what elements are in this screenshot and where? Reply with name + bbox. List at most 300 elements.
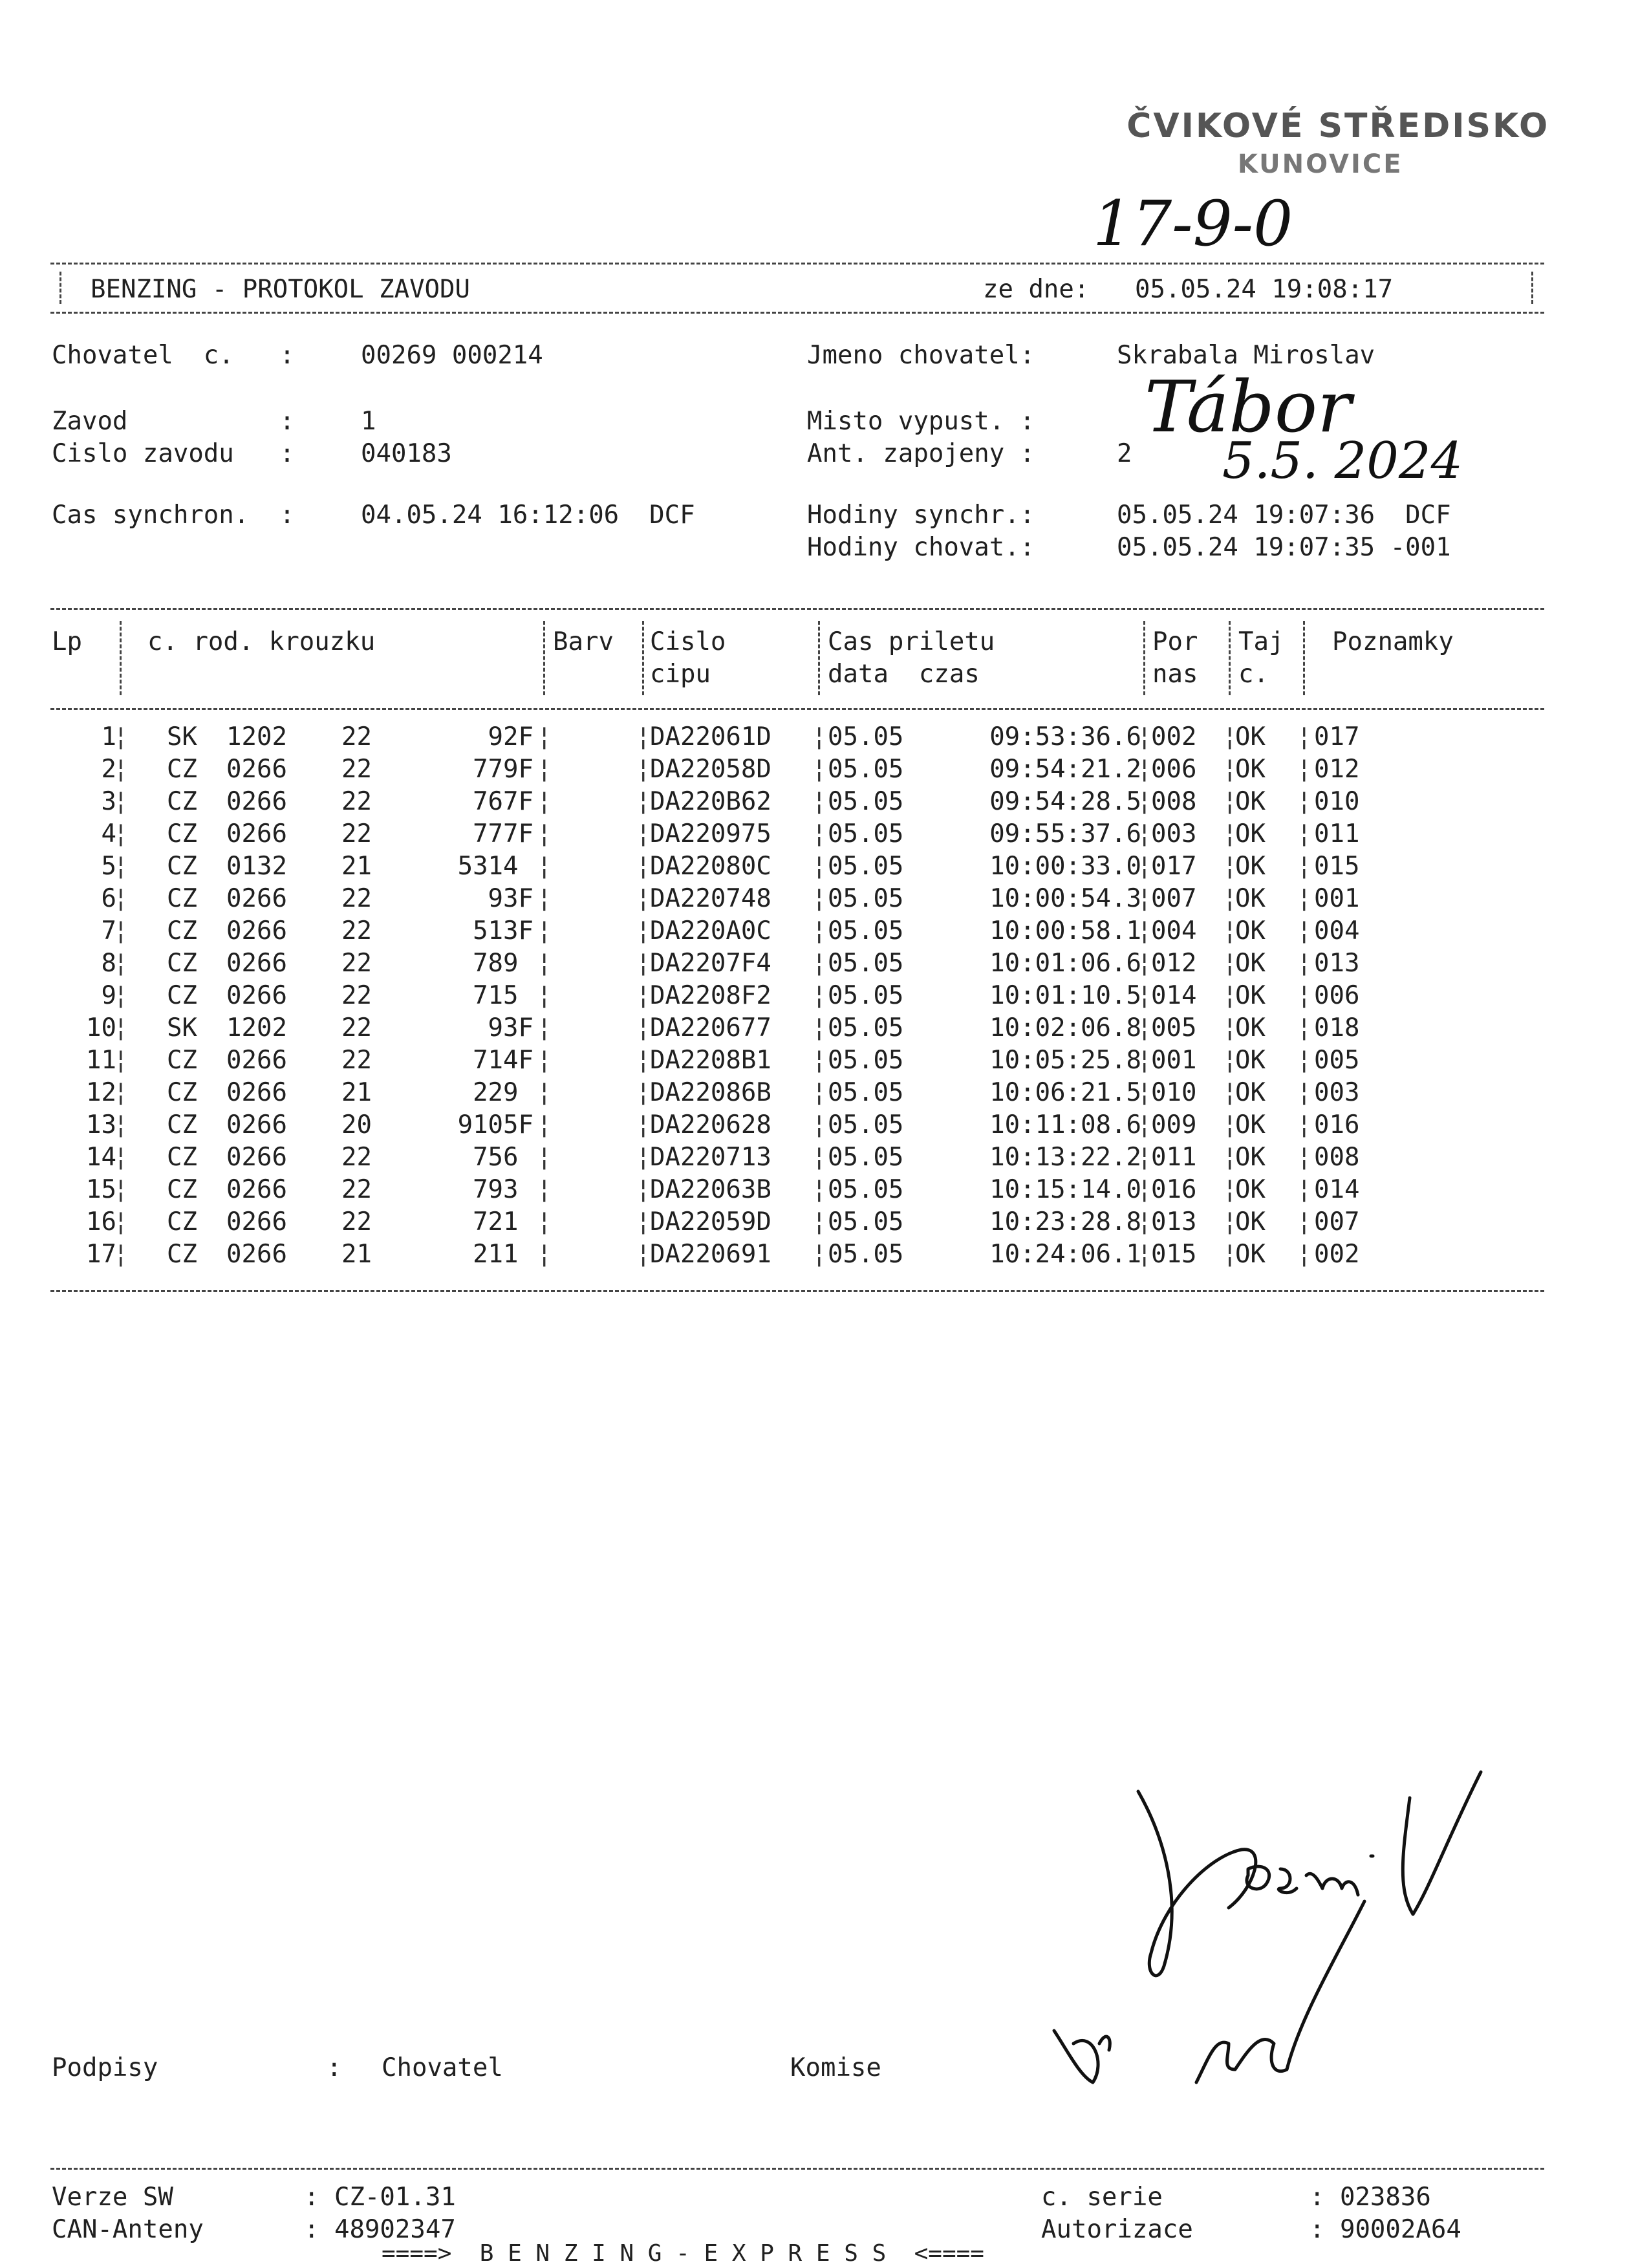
cell-zeme: CZ [167,1175,197,1204]
cell-pozn: 008 [1314,1143,1360,1172]
cell-data: 05.05 [828,916,904,945]
column-separator: ¦ [636,1143,651,1172]
column-separator: ¦ [812,981,827,1010]
column-separator: ¦ [537,949,552,978]
cell-pozn: 014 [1314,1175,1360,1204]
cell-cas: 10:06:21.5 [989,1078,1141,1107]
column-separator: ¦ [113,949,129,978]
cell-pozn: 013 [1314,949,1360,978]
cell-cip: DA22086B [650,1078,771,1107]
cell-cas: 10:01:06.6 [989,949,1141,978]
cell-cislo: 5314 [457,852,534,881]
cell-cas: 10:05:25.8 [989,1046,1141,1075]
cell-por: 013 [1151,1207,1197,1237]
cell-org: 0266 [226,1046,287,1075]
column-separator: ¦ [1137,787,1152,816]
cell-cip: DA220748 [650,884,771,913]
column-separator: ¦ [1222,852,1238,881]
column-separator: ¦ [1297,852,1312,881]
cell-data: 05.05 [828,1207,904,1237]
col-sep [120,621,122,695]
verze-label: Verze SW [52,2183,173,2212]
col-sep [818,621,820,695]
table-row [0,883,1649,915]
cell-org: 1202 [226,1013,287,1042]
cell-zeme: CZ [167,981,197,1010]
cell-pozn: 005 [1314,1046,1360,1075]
table-row [0,1012,1649,1044]
cell-cas: 10:00:58.1 [989,916,1141,945]
cell-data: 05.05 [828,981,904,1010]
col-sep [1303,621,1305,695]
cell-rok: 22 [341,722,372,751]
column-separator: ¦ [1137,1207,1152,1237]
cell-rok: 22 [341,884,372,913]
header-poznamky: Poznamky [1332,627,1454,656]
cell-data: 05.05 [828,1143,904,1172]
cell-zeme: CZ [167,755,197,784]
cell-rok: 22 [341,755,372,784]
header-taj-1: Taj [1238,627,1284,656]
column-separator: ¦ [1137,1110,1152,1139]
cell-zeme: SK [167,722,197,751]
stamp-line-1: ČVIKOVÉ STŘEDISKO [1126,107,1550,146]
cell-lp: 11 [86,1046,116,1075]
column-separator: ¦ [537,787,552,816]
cell-zeme: CZ [167,1143,197,1172]
column-separator: ¦ [812,722,827,751]
header-por-1: Por [1152,627,1198,656]
stamp-line-2: KUNOVICE [1237,149,1403,179]
column-separator: ¦ [113,981,129,1010]
column-separator: ¦ [537,1078,552,1107]
cell-por: 011 [1151,1143,1197,1172]
handwritten-date: 5.5. 2024 [1222,432,1463,490]
column-separator: ¦ [113,1207,129,1237]
column-separator: ¦ [1137,981,1152,1010]
table-row [0,1141,1649,1174]
hodiny-chovat-label: Hodiny chovat.: [807,533,1035,562]
column-separator: ¦ [636,852,651,881]
cell-lp: 1 [101,722,116,751]
cell-cip: DA2207F4 [650,949,771,978]
chovatel-signature-label: Chovatel [382,2053,503,2082]
benzing-express-banner: ====> B E N Z I N G - E X P R E S S <==== [382,2240,984,2267]
cell-pozn: 007 [1314,1207,1360,1237]
table-row [0,1206,1649,1238]
column-separator: ¦ [812,787,827,816]
cell-lp: 5 [101,852,116,881]
cell-rok: 21 [341,852,372,881]
column-separator: ¦ [1137,819,1152,848]
can-value: : 48902347 [304,2215,456,2244]
column-separator: ¦ [812,1013,827,1042]
cell-lp: 14 [86,1143,116,1172]
serie-label: c. serie [1041,2183,1163,2212]
cell-lp: 10 [86,1013,116,1042]
jmeno-label: Jmeno chovatel: [807,341,1035,370]
table-row [0,1044,1649,1077]
header-cislo-1: Cislo [650,627,726,656]
cell-por: 004 [1151,916,1197,945]
column-separator: ¦ [1297,916,1312,945]
column-separator: ¦ [1297,819,1312,848]
top-rule [50,263,1544,265]
cell-taj: OK [1235,819,1266,848]
cell-cip: DA220A0C [650,916,771,945]
header-cas-2: data czas [828,660,980,689]
cell-por: 001 [1151,1046,1197,1075]
column-separator: ¦ [636,1110,651,1139]
column-separator: ¦ [812,1207,827,1237]
cell-por: 012 [1151,949,1197,978]
column-separator: ¦ [636,1175,651,1204]
column-separator: ¦ [812,949,827,978]
cell-cislo: 93F [488,884,534,913]
ant-label: Ant. zapojeny : [807,439,1035,468]
hodiny-synchr-label: Hodiny synchr.: [807,501,1035,530]
zavod-label: Zavod : [52,407,295,436]
column-separator: ¦ [1222,1240,1238,1269]
header-left-bar [59,272,61,304]
column-separator: ¦ [1297,949,1312,978]
cell-zeme: CZ [167,1078,197,1107]
column-separator: ¦ [113,1110,129,1139]
cell-por: 005 [1151,1013,1197,1042]
cell-lp: 7 [101,916,116,945]
column-separator: ¦ [1297,1143,1312,1172]
table-top-rule [50,608,1544,610]
column-separator: ¦ [113,1143,129,1172]
podpisy-colon: : [327,2053,342,2082]
column-separator: ¦ [1222,722,1238,751]
cell-pozn: 011 [1314,819,1360,848]
misto-label: Misto vypust. : [807,407,1035,436]
column-separator: ¦ [812,819,827,848]
column-separator: ¦ [537,884,552,913]
cell-pozn: 018 [1314,1013,1360,1042]
column-separator: ¦ [636,949,651,978]
cell-cas: 09:54:21.2 [989,755,1141,784]
cell-zeme: CZ [167,1110,197,1139]
organization-stamp-sub [1216,120,1403,179]
column-separator: ¦ [812,916,827,945]
cell-cip: DA2208B1 [650,1046,771,1075]
header-barv: Barv [553,627,614,656]
footer-rule [50,2168,1544,2170]
ant-value: 2 [1117,439,1132,468]
column-separator: ¦ [1137,884,1152,913]
column-separator: ¦ [636,755,651,784]
cell-data: 05.05 [828,787,904,816]
cell-lp: 16 [86,1207,116,1237]
column-separator: ¦ [1222,1013,1238,1042]
cell-rok: 22 [341,1046,372,1075]
cell-pozn: 002 [1314,1240,1360,1269]
cell-por: 009 [1151,1110,1197,1139]
cell-org: 0266 [226,1143,287,1172]
komise-label: Komise [790,2053,881,2082]
col-sep [543,621,545,695]
cell-org: 0266 [226,884,287,913]
column-separator: ¦ [1297,1207,1312,1237]
column-separator: ¦ [537,722,552,751]
column-separator: ¦ [1222,1143,1238,1172]
column-separator: ¦ [1137,1046,1152,1075]
column-separator: ¦ [636,1078,651,1107]
date-label: ze dne: [983,275,1090,304]
cell-rok: 22 [341,819,372,848]
column-separator: ¦ [1222,819,1238,848]
column-separator: ¦ [636,819,651,848]
column-separator: ¦ [1297,1240,1312,1269]
cell-rok: 22 [341,1013,372,1042]
column-separator: ¦ [1297,1013,1312,1042]
column-separator: ¦ [537,852,552,881]
column-separator: ¦ [113,722,129,751]
cell-lp: 13 [86,1110,116,1139]
podpisy-label: Podpisy [52,2053,158,2082]
cell-org: 0266 [226,916,287,945]
cell-lp: 2 [101,755,116,784]
cell-cas: 10:00:54.3 [989,884,1141,913]
header-right-bar [1531,272,1533,304]
cell-cip: DA22080C [650,852,771,881]
column-separator: ¦ [1222,981,1238,1010]
column-separator: ¦ [1222,755,1238,784]
cell-zeme: CZ [167,916,197,945]
cell-por: 016 [1151,1175,1197,1204]
column-separator: ¦ [812,1175,827,1204]
cislo-zavodu-value: 040183 [361,439,452,468]
column-separator: ¦ [537,755,552,784]
cell-por: 010 [1151,1078,1197,1107]
header-taj-2: c. [1238,660,1269,689]
cell-cip: DA22059D [650,1207,771,1237]
cell-lp: 17 [86,1240,116,1269]
cell-cas: 09:53:36.6 [989,722,1141,751]
cell-rok: 22 [341,981,372,1010]
cell-data: 05.05 [828,722,904,751]
results-table [0,721,1649,1271]
col-sep [1229,621,1231,695]
cell-org: 1202 [226,722,287,751]
cell-data: 05.05 [828,949,904,978]
column-separator: ¦ [113,1013,129,1042]
column-separator: ¦ [537,1175,552,1204]
cell-cislo: 777F [473,819,534,848]
cell-pozn: 010 [1314,787,1360,816]
col-sep [642,621,644,695]
cell-org: 0266 [226,1175,287,1204]
cell-zeme: CZ [167,884,197,913]
cell-lp: 9 [101,981,116,1010]
cell-cas: 09:54:28.5 [989,787,1141,816]
cell-cislo: 756 [473,1143,534,1172]
table-row [0,1077,1649,1109]
cell-por: 006 [1151,755,1197,784]
cell-taj: OK [1235,852,1266,881]
column-separator: ¦ [636,981,651,1010]
cell-rok: 22 [341,1175,372,1204]
cell-taj: OK [1235,1240,1266,1269]
cas-synchron-label: Cas synchron. : [52,501,295,530]
table-row [0,980,1649,1012]
cell-taj: OK [1235,949,1266,978]
cell-cislo: 92F [488,722,534,751]
cell-data: 05.05 [828,1046,904,1075]
cell-rok: 22 [341,1143,372,1172]
column-separator: ¦ [1137,1078,1152,1107]
column-separator: ¦ [636,722,651,751]
cell-rok: 20 [341,1110,372,1139]
column-separator: ¦ [113,884,129,913]
handwritten-place: Tábor [1145,365,1352,448]
cell-cas: 10:15:14.0 [989,1175,1141,1204]
cell-data: 05.05 [828,819,904,848]
table-row [0,947,1649,980]
column-separator: ¦ [1137,916,1152,945]
column-separator: ¦ [812,1078,827,1107]
cell-por: 015 [1151,1240,1197,1269]
cell-cip: DA2208F2 [650,981,771,1010]
column-separator: ¦ [636,1046,651,1075]
column-separator: ¦ [537,1207,552,1237]
column-separator: ¦ [113,1240,129,1269]
cell-cislo: 715 [473,981,534,1010]
cell-zeme: CZ [167,852,197,881]
column-separator: ¦ [1297,1046,1312,1075]
zavod-value: 1 [361,407,376,436]
column-separator: ¦ [1137,852,1152,881]
cell-cislo: 793 [473,1175,534,1204]
cell-org: 0266 [226,1110,287,1139]
cell-taj: OK [1235,1143,1266,1172]
cell-zeme: SK [167,1013,197,1042]
cell-cip: DA220B62 [650,787,771,816]
column-separator: ¦ [537,916,552,945]
hodiny-synchr-value: 05.05.24 19:07:36 DCF [1117,501,1451,530]
cell-pozn: 001 [1314,884,1360,913]
cell-zeme: CZ [167,819,197,848]
column-separator: ¦ [636,1013,651,1042]
cell-cas: 09:55:37.6 [989,819,1141,848]
header-bottom-rule [50,312,1544,314]
cell-data: 05.05 [828,1240,904,1269]
header-krouzek: c. rod. krouzku [147,627,376,656]
cell-cas: 10:02:06.8 [989,1013,1141,1042]
column-separator: ¦ [636,916,651,945]
column-separator: ¦ [1222,1175,1238,1204]
column-separator: ¦ [812,1046,827,1075]
cell-cip: DA22063B [650,1175,771,1204]
cell-pozn: 004 [1314,916,1360,945]
column-separator: ¦ [537,1240,552,1269]
cell-taj: OK [1235,1078,1266,1107]
column-separator: ¦ [537,819,552,848]
verze-value: : CZ-01.31 [304,2183,456,2212]
column-separator: ¦ [1297,884,1312,913]
cell-taj: OK [1235,1207,1266,1237]
column-separator: ¦ [113,755,129,784]
column-separator: ¦ [812,884,827,913]
col-sep [1143,621,1145,695]
cell-por: 003 [1151,819,1197,848]
cell-taj: OK [1235,755,1266,784]
cell-por: 007 [1151,884,1197,913]
column-separator: ¦ [1222,1110,1238,1139]
cell-lp: 8 [101,949,116,978]
cell-lp: 3 [101,787,116,816]
cell-org: 0266 [226,1207,287,1237]
cell-taj: OK [1235,1175,1266,1204]
header-cas-1: Cas priletu [828,627,995,656]
cell-rok: 22 [341,949,372,978]
table-row [0,1174,1649,1206]
cell-cip: DA220975 [650,819,771,848]
cell-data: 05.05 [828,1175,904,1204]
table-row [0,850,1649,883]
cell-lp: 6 [101,884,116,913]
cell-cislo: 211 [473,1240,534,1269]
column-separator: ¦ [1137,1143,1152,1172]
column-separator: ¦ [1297,787,1312,816]
column-separator: ¦ [1137,1175,1152,1204]
cell-taj: OK [1235,1046,1266,1075]
header-cislo-2: cipu [650,660,711,689]
column-separator: ¦ [812,1240,827,1269]
column-separator: ¦ [1222,1046,1238,1075]
cell-cip: DA22061D [650,722,771,751]
column-separator: ¦ [1137,949,1152,978]
cell-rok: 22 [341,787,372,816]
cell-zeme: CZ [167,1207,197,1237]
cislo-zavodu-label: Cislo zavodu : [52,439,295,468]
autorizace-label: Autorizace [1041,2215,1193,2244]
column-separator: ¦ [1137,1240,1152,1269]
cell-por: 008 [1151,787,1197,816]
column-separator: ¦ [636,1207,651,1237]
cell-taj: OK [1235,884,1266,913]
cell-zeme: CZ [167,949,197,978]
date-value: 05.05.24 19:08:17 [1135,275,1394,304]
column-separator: ¦ [636,1240,651,1269]
cell-rok: 21 [341,1078,372,1107]
autorizace-value: : 90002A64 [1310,2215,1461,2244]
cell-cip: DA22058D [650,755,771,784]
cell-pozn: 012 [1314,755,1360,784]
cell-cislo: 93F [488,1013,534,1042]
cell-taj: OK [1235,1013,1266,1042]
cell-cislo: 767F [473,787,534,816]
table-row [0,1238,1649,1271]
cell-cislo: 9105F [457,1110,534,1139]
cell-pozn: 015 [1314,852,1360,881]
column-separator: ¦ [537,1046,552,1075]
column-separator: ¦ [1297,981,1312,1010]
column-separator: ¦ [113,787,129,816]
cell-por: 002 [1151,722,1197,751]
column-separator: ¦ [1137,722,1152,751]
column-separator: ¦ [1297,1110,1312,1139]
column-separator: ¦ [1222,949,1238,978]
table-row [0,753,1649,786]
column-separator: ¦ [1222,1078,1238,1107]
cell-org: 0266 [226,981,287,1010]
cell-cislo: 714F [473,1046,534,1075]
cell-cislo: 721 [473,1207,534,1237]
column-separator: ¦ [537,1110,552,1139]
